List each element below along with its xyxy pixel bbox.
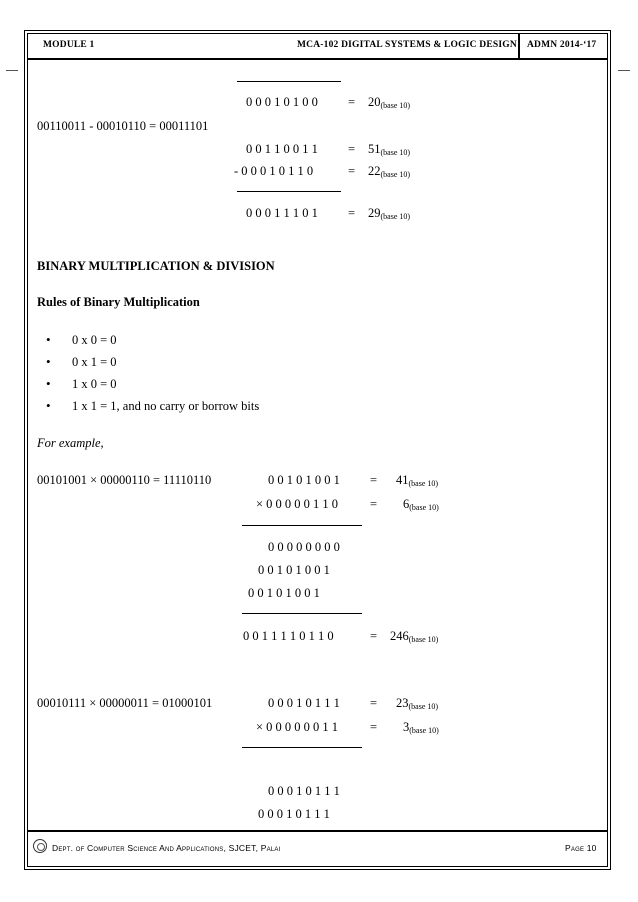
equals-sign: = <box>348 95 356 109</box>
decimal-value: $246_{(base 10)}$ <box>390 629 439 644</box>
header-divider <box>518 33 520 58</box>
equals-sign: = <box>370 720 378 734</box>
equals-sign: = <box>348 142 356 156</box>
decimal-value: $20_{(base 10)}$ <box>368 95 411 110</box>
decimal-value: $41_{(base 10)}$ <box>396 473 439 488</box>
binary-row: 0 0 1 0 1 0 0 1 <box>268 473 340 487</box>
footer-dept: Dept. of Computer Science And Applications, SJCET, Palai <box>52 843 281 853</box>
decimal-value: $23_{(base 10)}$ <box>396 696 439 711</box>
rule-item: • 1 x 0 = 0 <box>46 376 117 391</box>
partial-product: 0 0 0 1 0 1 1 1 <box>258 807 330 821</box>
binary-row: 0 0 0 1 0 1 1 1 <box>268 696 340 710</box>
header-rule <box>27 58 608 60</box>
page-border-inner <box>27 33 608 867</box>
equals-sign: = <box>370 696 378 710</box>
rule-item: • 0 x 1 = 0 <box>46 354 117 369</box>
partial-product: 0 0 1 0 1 0 0 1 <box>258 563 330 577</box>
decimal-value: $6_{(base 10)}$ <box>403 497 439 512</box>
example-expression: 00110011 - 00010110 = 00011101 <box>37 119 209 133</box>
decimal-value: $51_{(base 10)}$ <box>368 142 411 157</box>
sum-rule <box>237 81 341 82</box>
equals-sign: = <box>348 206 356 220</box>
bullet-icon: • <box>46 332 51 347</box>
binary-row: × 0 0 0 0 0 1 1 0 <box>256 497 339 511</box>
section-heading: BINARY MULTIPLICATION & DIVISION <box>37 259 275 273</box>
header-module: MODULE 1 <box>43 40 95 50</box>
college-logo <box>33 839 47 853</box>
sum-rule <box>237 191 341 192</box>
equals-sign: = <box>370 473 378 487</box>
binary-row: 0 0 1 1 0 0 1 1 <box>246 142 318 156</box>
decimal-value: $22_{(base 10)}$ <box>368 164 411 179</box>
margin-mark <box>618 70 630 71</box>
partial-product: 0 0 0 0 0 0 0 0 <box>268 540 340 554</box>
footer-rule <box>27 830 608 832</box>
rule-item: • 0 x 0 = 0 <box>46 332 117 347</box>
sum-rule <box>242 747 362 748</box>
equals-sign: = <box>370 497 378 511</box>
partial-product: 0 0 1 0 1 0 0 1 <box>248 586 320 600</box>
example-intro: For example, <box>37 436 104 450</box>
equals-sign: = <box>370 629 378 643</box>
binary-row: 0 0 1 1 1 1 0 1 1 0 <box>243 629 334 643</box>
binary-row: - 0 0 0 1 0 1 1 0 <box>234 164 314 178</box>
binary-row: 0 0 0 1 1 1 0 1 <box>246 206 318 220</box>
rule-item: • 1 x 1 = 1, and no carry or borrow bits <box>46 398 260 413</box>
bullet-icon: • <box>46 376 51 391</box>
equals-sign: = <box>348 164 356 178</box>
example-expression: 00010111 × 00000011 = 01000101 <box>37 696 213 710</box>
subsection-heading: Rules of Binary Multiplication <box>37 295 200 309</box>
bullet-icon: • <box>46 398 51 413</box>
binary-row: 0 0 0 1 0 1 0 0 <box>246 95 318 109</box>
decimal-value: $29_{(base 10)}$ <box>368 206 411 221</box>
sum-rule <box>242 525 362 526</box>
page-number: Page 10 <box>565 843 597 853</box>
partial-product: 0 0 0 1 0 1 1 1 <box>268 784 340 798</box>
header-admn: ADMN 2014-‘17 <box>527 40 597 50</box>
margin-mark <box>6 70 18 71</box>
bullet-icon: • <box>46 354 51 369</box>
sum-rule <box>242 613 362 614</box>
decimal-value: $3_{(base 10)}$ <box>403 720 439 735</box>
binary-row: × 0 0 0 0 0 0 1 1 <box>256 720 339 734</box>
example-expression: 00101001 × 00000110 = 11110110 <box>37 473 212 487</box>
header-course: MCA-102 DIGITAL SYSTEMS & LOGIC DESIGN <box>297 40 517 50</box>
